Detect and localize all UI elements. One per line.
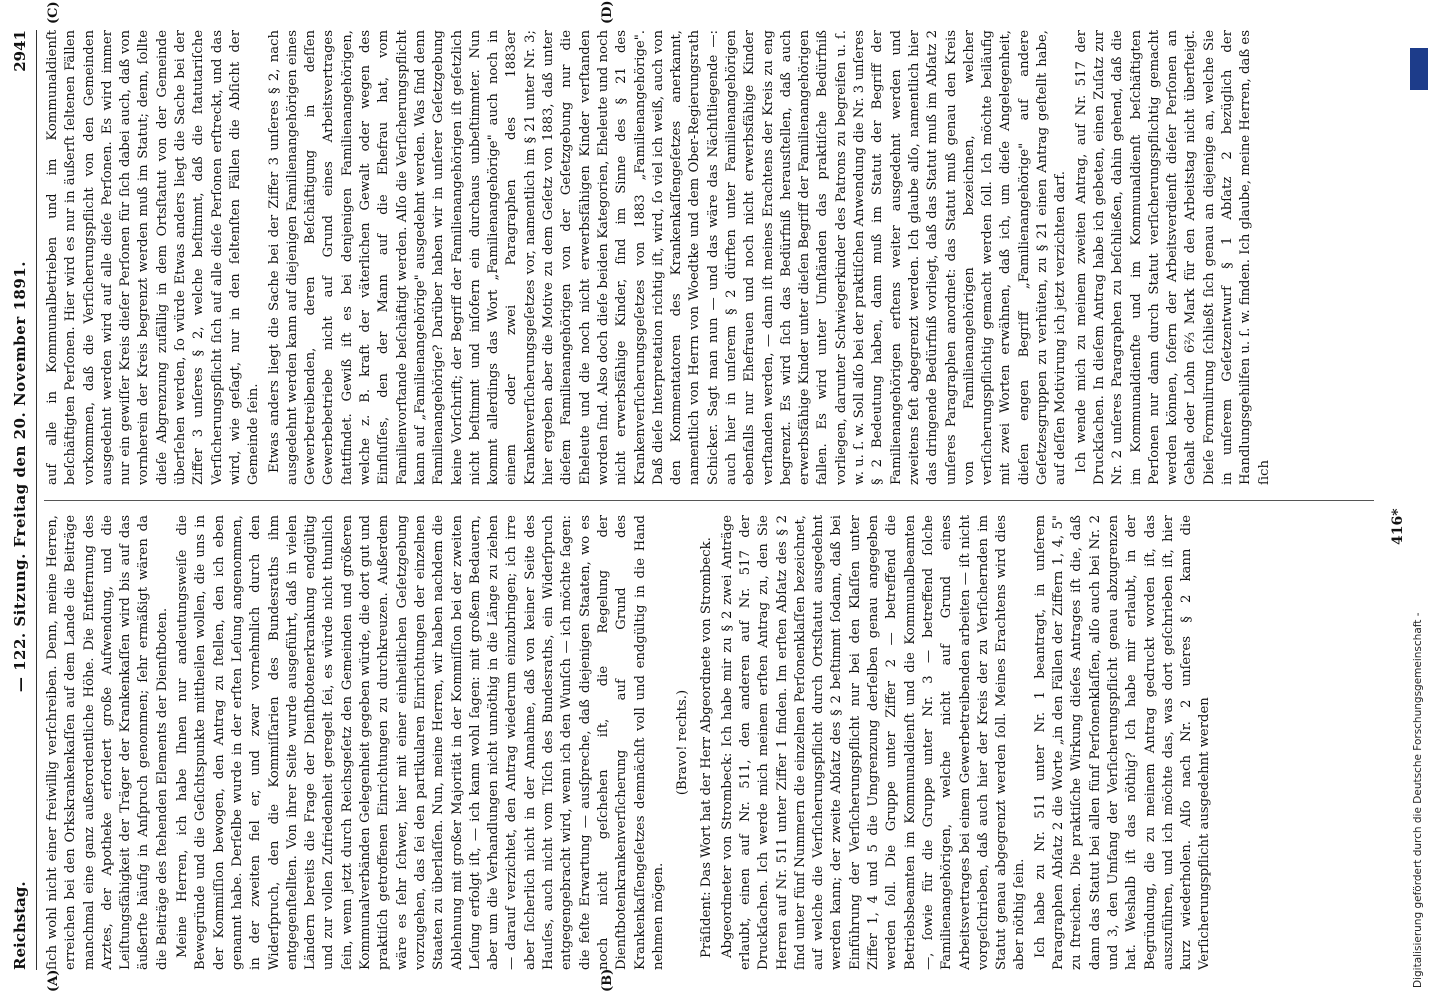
header-session-date: — 122. Sitzung. Freitag den 20. November 1891. (11, 261, 29, 693)
header-page-number: 2941 (11, 30, 29, 72)
paragraph: Abgeordneter von Strombeck: Ich habe mir zu § 2 zwei Anträge erlaubt, einen auf Nr. 511, den anderen auf Nr. 517 der Druckſachen. Ich werde mich meinem erſten Antrag zu, den Sie Herren auf Nr. 511 unter Ziffer 1 finden. Im erſten Abſatz des § 2 ſind unter fünf Nummern die einzelnen Perſonenklaſſen bezeichnet, auf welche die Verſicherungspflicht durch Ortsſtatut ausgedehnt werden kann; der zweite Abſatz des § 2 beſtimmt ſodann, daß bei Einführung der Verſicherungspflicht nur bei den Klaſſen unter Ziffer 1, 4 und 5 die Umgrenzung derſelben genau angegeben werden ſoll. Die Gruppe unter Ziffer 2 — betreffend die Betriebsbeamten im Kommunaldienſt und die Kommunalbeamten —, ſowie für die Gruppe unter Nr. 3 — betreffend ſolche Familienangehörigen, welche nicht auf Grund eines Arbeitsvertrages bei einem Gewerbetreibenden arbeiten — iſt nicht vorgeſchrieben, daß auch hier der Kreis der zu Verſichernden im Statut genau abgegrenzt werden ſoll. Meines Erachtens wird dies aber nöthig ſein. (719, 515, 1028, 970)
paragraph: auf alle in Kommunalbetrieben und im Kommunaldienſt beſchäftigten Perſonen. Hier wird es nur in äußerſt ſeltenen Fällen vorkommen, daß die Verſicherungspflicht von den Gemeinden ausgedehnt werden wird auf alle dieſe Perſonen. Es wird immer nur ein gewiſſer Kreis dieſer Perſonen für ſich dabei auch, daß von vornherein der Kreis begrenzt werden muß im Statut; denn, ſollte dieſe Abgrenzung zufällig in dem Ortsſtatut von der Gemeinde überſehen werden, ſo würde Etwas anders liegt die Sache bei der Ziffer 3 unſeres § 2, welche beſtimmt, daß die ſtatutariſche Verſicherungspflicht ſich auf alle dieſe Perſonen erſtreckt, und das wird, wie geſagt, nur in den ſeltenſten Fällen die Abſicht der Gemeinde ſein. (45, 30, 262, 485)
margin-marker-c: (C) (46, 1, 61, 24)
paragraph: Ich wende mich zu meinem zweiten Antrag, auf Nr. 517 der Druckſachen. In dieſem Antrag habe ich gebeten, einen Zuſatz zur Nr. 2 unſeres Paragraphen zu beſchließen, dahin gehend, daß die im Kommunaldienſte und im Kommunaldienſt beſchäftigten Perſonen nur dann durch Statut verſicherungspflichtig gemacht werden können, ſofern der Arbeitsverdienſt dieſer Perſonen an Gehalt oder Lohn 6⅔ Mark für den Arbeitstag nicht überſteigt. Dieſe Formulirung ſchließt ſich genau an diejenige an, welche Sie in unſerem Geſetzentwurf § 1 Abſatz 2 bezüglich der Handlungsgehilfen u. ſ. w. finden. Ich glaube, meine Herren, daß es ſich (1073, 30, 1272, 485)
dfg-logo (1410, 48, 1428, 90)
paragraph: Präſident: Das Wort hat der Herr Abgeordnete von Strombeck. (699, 537, 715, 958)
header-rule (36, 30, 37, 970)
funding-credit: Digitalisierung gefördert durch die Deutsche Forschungsgemeinschaft - (1412, 612, 1424, 988)
left-text-column (44, 515, 1374, 970)
margin-marker-a: (A) (46, 969, 61, 992)
digitization-footer (1410, 0, 1428, 1000)
paragraph: Meine Herren, ich habe Ihnen nur andeutungsweiſe die Bewegründe und die Geſichtspunkte mittheilen wollen, die uns in der Kommiſſion bewogen, den Antrag zu ſtellen, den ich eben genannt habe. Derſelbe wurde in der erſten Leſung angenommen, in der zweiten fiel er, und zwar vornehmlich durch den Widerſpruch, den die Kommiſſarien des Bundesraths ihm entgegenſtellten. Von ihrer Seite wurde ausgeführt, daß in vielen Ländern bereits die Frage der Dienſtbotenerkrankung endgültig und zur vollen Zufriedenheit geregelt ſei, es würde nicht thunlich ſein, wenn jetzt durch Reichsgeſetz den Gemeinden und größeren Kommunalverbänden Gelegenheit gegeben würde, die dort gut und praktiſch getroffenen Einrichtungen zu durchkreuzen. Außerdem wäre es ſehr ſchwer, hier mit einer einheitlichen Geſetzgebung vorzugehen, das ſei den partikularen Einrichtungen der einzelnen Staaten zu überlaſſen. Nun, meine Herren, wir haben nachdem die Ablehnung mit großer Majorität in der Kommiſſion bei der zweiten Leſung erfolgt iſt, — ich kann wohl ſagen: mit großem Bedauern, aber um die Verhandlungen nicht unnöthig in die Länge zu ziehen — darauf verzichtet, den Antrag wiederum einzubringen; ich irre aber ſicherlich nicht in der Annahme, daß von keiner Seite des Hauſes, auch nicht vom Tiſch des Bundesraths, ein Widerſpruch entgegengebracht wird, wenn ich den Wunſch — ich möchte ſagen: die feſte Erwartung — ausſpreche, daß diejenigen Staaten, wo es noch nicht geſchehen iſt, die Regelung der Dienſtbotenkrankenverſicherung auf Grund des Krankenkaſſengeſetzes demnächſt voll und endgültig in die Hand nehmen mögen. (175, 515, 666, 970)
header-publication: Reichstag. (11, 881, 29, 970)
page-header (6, 30, 34, 970)
applause-note: (Bravo! rechts.) (675, 689, 691, 796)
paragraph: Ich habe zu Nr. 511 unter Nr. 1 beantragt, in unſerem Paragraphen Abſatz 2 die Worte „in den Fällen der Ziffern 1, 4, 5" zu ſtreichen. Die praktiſche Wirkung dieſes Antrages iſt die, daß dann das Statut bei allen fünf Perſonenklaſſen, alſo auch bei Nr. 2 und 3, den Umfang der Verſicherungspflicht genau abzugrenzen hat. Weshalb iſt das nöthig? Ich habe mir erlaubt, in der Begründung, die zu meinem Antrag gedruckt worden iſt, das auszuführen, und ich möchte das, was dort geſchrieben iſt, hier kurz wiederholen. Alſo nach Nr. 2 unſeres § 2 kann die Verſicherungspflicht ausgedehnt werden (1032, 515, 1213, 970)
paragraph: Etwas anders liegt die Sache bei der Ziffer 3 unſeres § 2, nach ausgedehnt werden kann auf diejenigen Familienangehörigen eines Gewerbetreibenden, deren Beſchäftigung in deſſen Gewerbebetriebe nicht auf Grund eines Arbeitsvertrages ſtattfindet. Gewiß iſt es bei denjenigen Familienangehörigen, welche z. B. kraft der väterlichen Gewalt oder wegen des Einfluſſes, den der Mann auf die Ehefrau hat, vom Familienvorſtande beſchäftigt werden. Alſo die Verſicherungspflicht kann auf „Familienangehörige" ausgedehnt werden. Was ſind denn Familienangehörige? Darüber haben wir in unſerer Geſetzgebung keine Vorſchrift; der Begriff der Familienangehörigen iſt geſetzlich nicht beſtimmt und inſofern ein durchaus unbeſtimmter. Nun kommt allerdings das Wort „Familienangehörige" auch noch in einem oder zwei Paragraphen des 1883er Krankenverſicherungsgeſetzes vor, namentlich im § 21 unter Nr. 3; hier ergeben aber die Motive zu dem Geſetz von 1883, daß unter dieſem Familienangehörigen von der Geſetzgebung nur die Eheleute und die noch nicht erwerbsfähigen Kinder verſtanden worden ſind. Also doch dieſe beiden Kategorien, Eheleute und noch nicht erwerbsfähige Kinder, ſind im Sinne des § 21 des Krankenverſicherungsgeſetzes von 1883 „Familienangehörige". Daß dieſe Interpretation richtig iſt, wird, ſo viel ich weiß, auch von den Kommentatoren des Krankenkaſſengeſetzes anerkannt, namentlich von Herrn von Woedtke und dem Ober-Regierungsrath Schicker. Sagt man nun — und das wäre das Nächſtliegende —: auch hier in unſerem § 2 dürften unter Familienangehörigen ebenfalls nur Ehefrauen und noch nicht erwerbsfähige Kinder verſtanden werden, — dann iſt meines Erachtens der Kreis zu eng begrenzt. Es wird ſich das Bedürfniß herausſtellen, daß auch erwerbsfähige Kinder unter dieſen Begriff der Familienangehörigen fallen. Es wird unter Umſtänden das praktiſche Bedürfniß vorliegen, darunter Schwiegerkinder des Patrons zu begreifen u. ſ. w. u. ſ. w. Soll alſo bei der praktiſchen Anwendung die Nr. 3 unſeres § 2 Bedeutung haben, dann muß im Statut der Begriff der Familienangehörigen erſtens weiter ausgedehnt werden und zweitens feſt abgegrenzt werden. Ich glaube alſo, namentlich hier das dringende Bedürfniß vorliegt, daß das Statut muß im Abſatz 2 unſeres Paragraphen anordnet: das Statut muß genau den Kreis von Familienangehörigen bezeichnen, welcher verſicherungspflichtig gemacht werden ſoll. Ich möchte beiläufig mit zwei Worten erwähnen, daß ich, um dieſe Angelegenheit, dieſen engen Begriff „Familienangehörige" auf andere Geſetzesgruppen zu verhüten, zu § 21 einen Antrag geſtellt habe, auf deſſen Motivirung ich jetzt verzichten darf. (266, 30, 1069, 485)
margin-marker-d: (D) (600, 0, 615, 24)
page-signature: 416* (1390, 508, 1406, 545)
margin-marker-b: (B) (600, 968, 615, 992)
paragraph: ſich wohl nicht einer freiwillig verſchreiben. Denn, meine Herren, erreichen bei den Orkskrankenkaſſen auf dem Lande die Beiträge manchmal eine ganz außerordentliche Höhe. Die Entfernung des Arztes, der Apotheke erfordert große Aufwendung, und die Leiſtungsfähigkeit der Träger der Krankenkaſſen wird bis auf das äußerſte häufig in Anſpruch genommen; ſehr ermäßigt wären da die Beiträge des ſtehenden Elements der Dienſtboten. (45, 515, 170, 970)
right-text-column (44, 30, 1374, 485)
column-divider (44, 500, 1374, 501)
